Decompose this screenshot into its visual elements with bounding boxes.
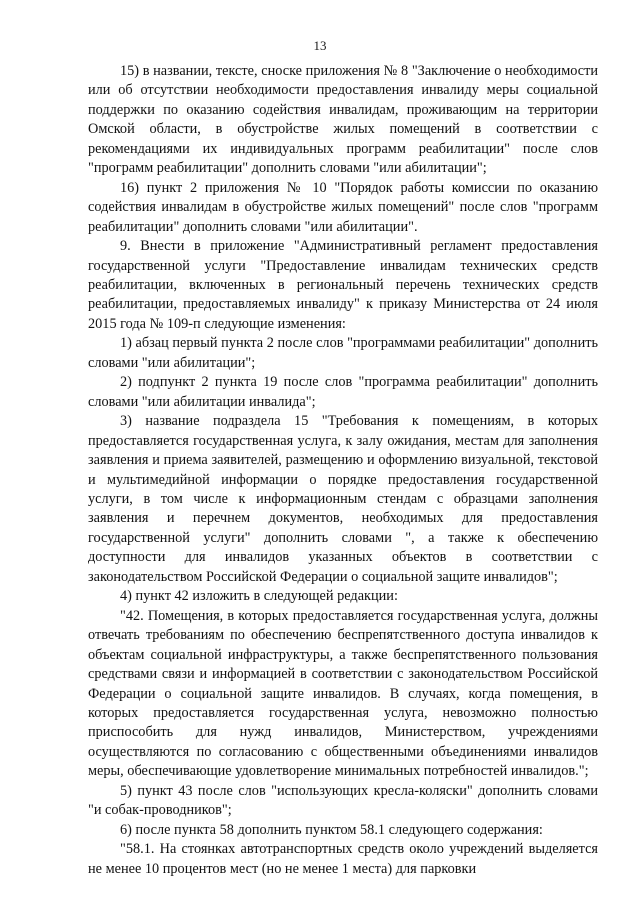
paragraph-subitem-6: 6) после пункта 58 дополнить пунктом 58.1 следующего содержания: [120,821,543,838]
paragraph-point-58-1-text: "58.1. На стоянках автотранспортных средств около учреждений выделяется не менее 10 процентов мест (но не менее 1 места) для парковки [88,841,598,877]
paragraph-item-15: 15) в названии, тексте, сноске приложения № 8 "Заключение о необходимости или об отсутствии необходимости предоставления инвалиду меры социальной поддержки по оказанию содействия инвалидам, проживающим на территории Омской области, в обустройстве жилых помещений в соответствии с рекомендациями их индивидуальных программ реабилитации" после слов "программ реабилитации" дополнить словами "или абилитации"; [88,63,598,177]
paragraph-item-16: 16) пункт 2 приложения № 10 "Порядок работы комиссии по оказанию содействия инвалидам в обустройстве жилых помещений" после слов "программ реабилитации" дополнить словами "или абилитации". [88,179,598,235]
paragraph-subitem-2: 2) подпункт 2 пункта 19 после слов "программа реабилитации" дополнить словами "или абилитации инвалида"; [88,374,598,410]
paragraph-section-9: 9. Внести в приложение "Административный регламент предоставления государственной услуги "Предоставление инвалидам технических средств реабилитации, включенных в региональный перечень технических средств реабилитации, предоставляемых инвалиду" к приказу Министерства от 24 июля 2015 года № 109-п следующие изменения: [88,238,598,332]
paragraph-point-42-text: "42. Помещения, в которых предоставляется государственная услуга, должны отвечать требованиям по обеспечению беспрепятственного доступа инвалидов к объектам социальной инфраструктуры, а также беспрепятственного пользования средствами связи и информацией в соответствии с законодательством Российской Федерации о социальной защите инвалидов. В случаях, когда помещения, в которых предоставляется государственная услуга, невозможно полностью приспособить для нужд инвалидов, Министерством, учреждениями осуществляются по согласованию с общественными объединениями инвалидов меры, обеспечивающие удовлетворение минимальных потребностей инвалидов."; [88,607,598,780]
paragraph-subitem-4: 4) пункт 42 изложить в следующей редакции: [120,588,398,605]
page-number: 13 [313,38,327,53]
paragraph-subitem-3: 3) название подраздела 15 "Требования к помещениям, в которых предоставляется государственная услуга, к залу ожидания, местам для заполнения заявления и приема заявителей, размещению и оформлению визуальной, текстовой и мультимедийной информации о порядке предоставления государственной услуги, в том числе к информационным стендам с образцами заполнения заявления и перечнем документов, необходимых для предоставления государственной услуги" дополнить словами ", а также к обеспечению доступности для инвалидов указанных объектов в соответствии с законодательством Российской Федерации о социальной защите инвалидов"; [88,413,598,585]
document-body [88,62,598,879]
paragraph-subitem-5: 5) пункт 43 после слов "использующих кресла-коляски" дополнить словами "и собак-проводников"; [88,782,598,819]
paragraph-subitem-1: 1) абзац первый пункта 2 после слов "программами реабилитации" дополнить словами "или абилитации"; [88,335,598,371]
